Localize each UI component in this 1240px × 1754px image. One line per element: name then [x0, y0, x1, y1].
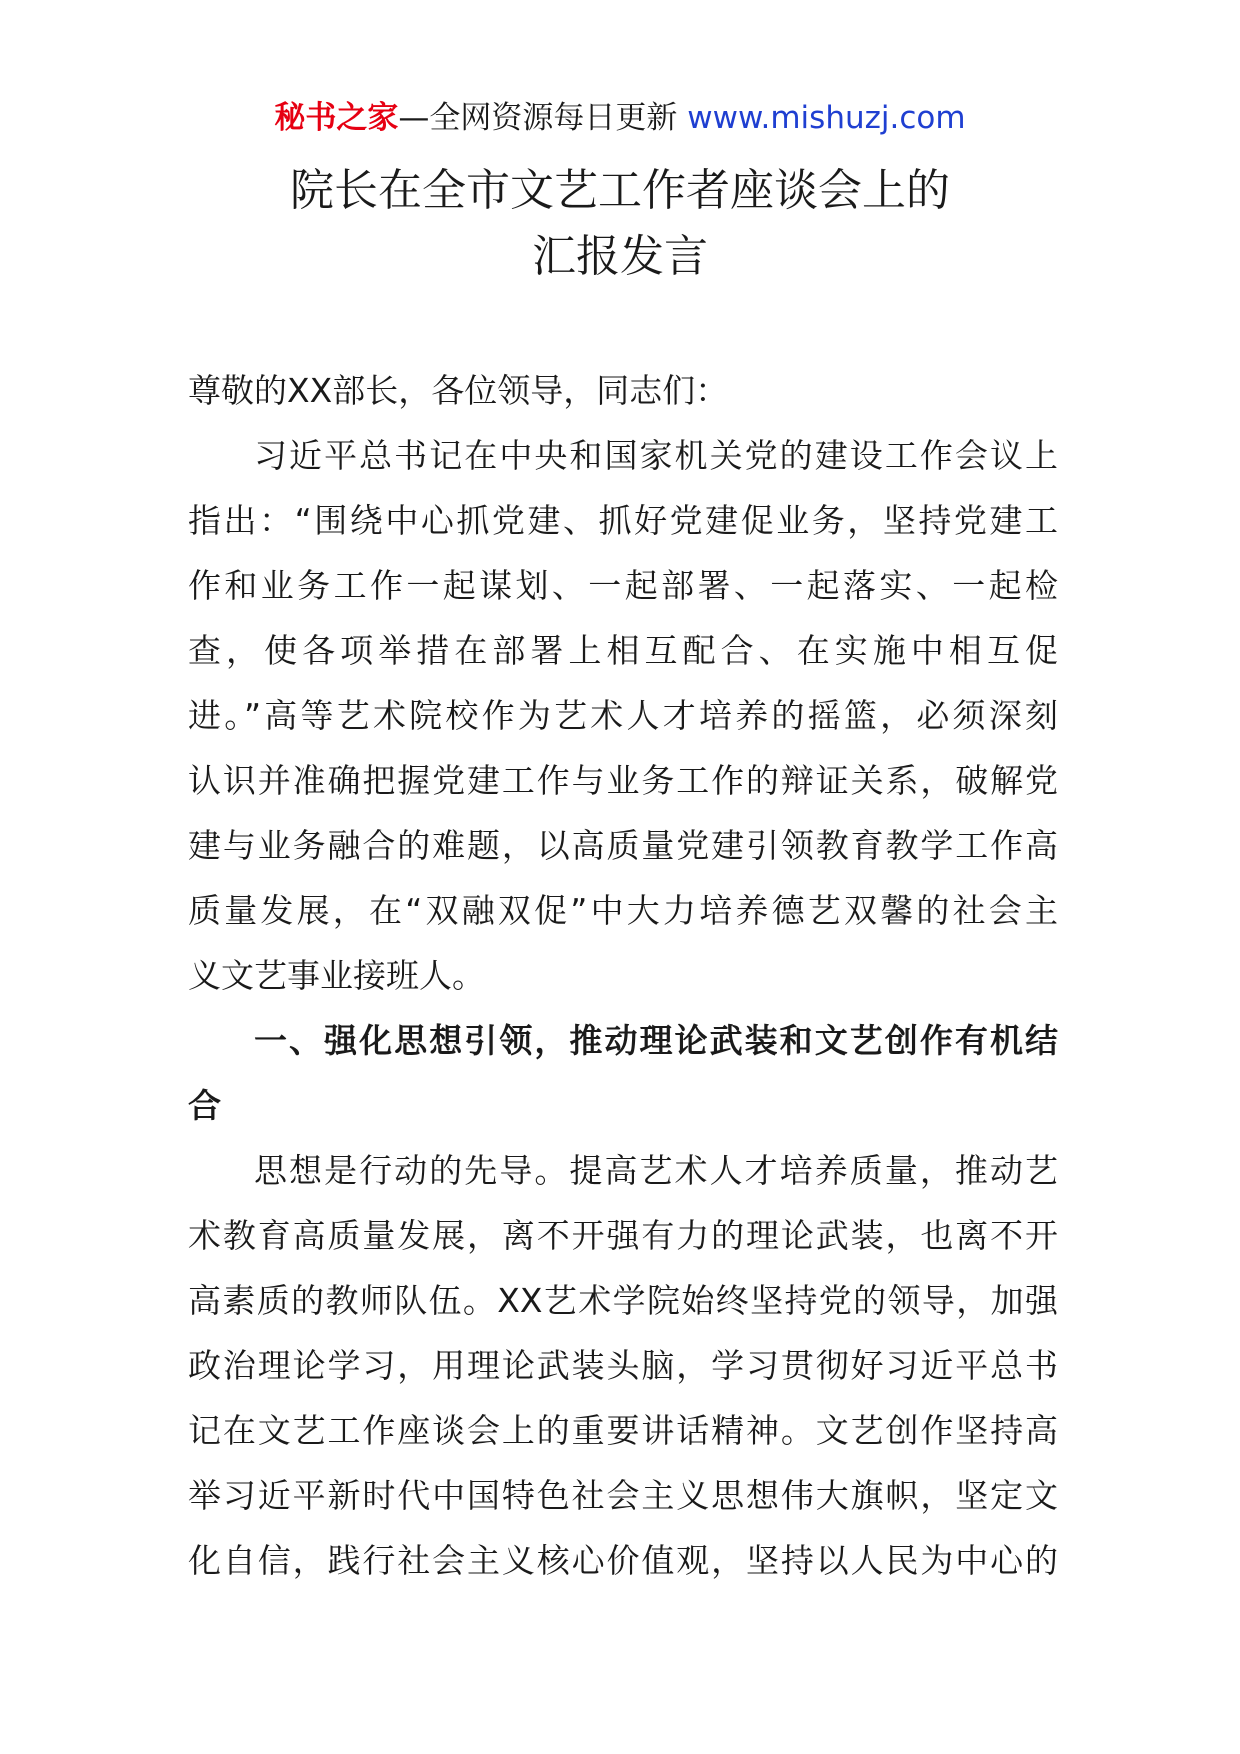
title-line-2: 汇报发言: [532, 231, 708, 282]
paragraph-line: 作和业务工作一起谋划、一起部署、一起落实、一起检: [188, 566, 1058, 605]
heading-line: 一、强化思想引领，推动理论武装和文艺创作有机结: [254, 1021, 1058, 1060]
salutation: 尊敬的XX部长，各位领导，同志们：: [188, 371, 729, 410]
paragraph-line: 质量发展，在“双融双促”中大力培养德艺双馨的社会主: [188, 891, 1058, 930]
paragraph-line: 指出：“围绕中心抓党建、抓好党建促业务，坚持党建工: [188, 501, 1058, 540]
paragraph-line: 高素质的教师队伍。XX艺术学院始终坚持党的领导，加强: [188, 1281, 1058, 1320]
paragraph-line: 建与业务融合的难题，以高质量党建引领教育教学工作高: [188, 826, 1058, 865]
paragraph-line: 政治理论学习，用理论武装头脑，学习贯彻好习近平总书: [188, 1346, 1058, 1385]
paragraph-line: 查，使各项举措在部署上相互配合、在实施中相互促: [188, 631, 1058, 670]
paragraph-line: 思想是行动的先导。提高艺术人才培养质量，推动艺: [254, 1151, 1058, 1190]
paragraph-line: 术教育高质量发展，离不开强有力的理论武装，也离不开: [188, 1216, 1058, 1255]
section-heading-1: [188, 1008, 1058, 1138]
paragraph-line: 化自信，践行社会主义核心价值观，坚持以人民为中心的: [188, 1541, 1058, 1580]
heading-line: 合: [188, 1086, 221, 1125]
paragraph-line: 义文艺事业接班人。: [188, 956, 485, 995]
document-body: [188, 358, 1058, 1593]
site-header: [0, 98, 1240, 138]
paragraph-line: 记在文艺工作座谈会上的重要讲话精神。文艺创作坚持高: [188, 1411, 1058, 1450]
paragraph-line: 进。”高等艺术院校作为艺术人才培养的摇篮，必须深刻: [188, 696, 1058, 735]
title-line-1: 院长在全市文艺工作者座谈会上的: [290, 165, 950, 216]
paragraph-line: 认识并准确把握党建工作与业务工作的辩证关系，破解党: [188, 761, 1058, 800]
site-brand: 秘书之家: [274, 100, 399, 136]
paragraph-line: 习近平总书记在中央和国家机关党的建设工作会议上: [254, 436, 1058, 475]
site-slogan: —全网资源每日更新: [398, 100, 688, 136]
site-url-link[interactable]: www.mishuzj.com: [687, 100, 966, 136]
paragraph-1: [188, 423, 1058, 1008]
paragraph-line: 举习近平新时代中国特色社会主义思想伟大旗帜，坚定文: [188, 1476, 1058, 1515]
document-title: [0, 158, 1240, 290]
paragraph-2: [188, 1138, 1058, 1593]
